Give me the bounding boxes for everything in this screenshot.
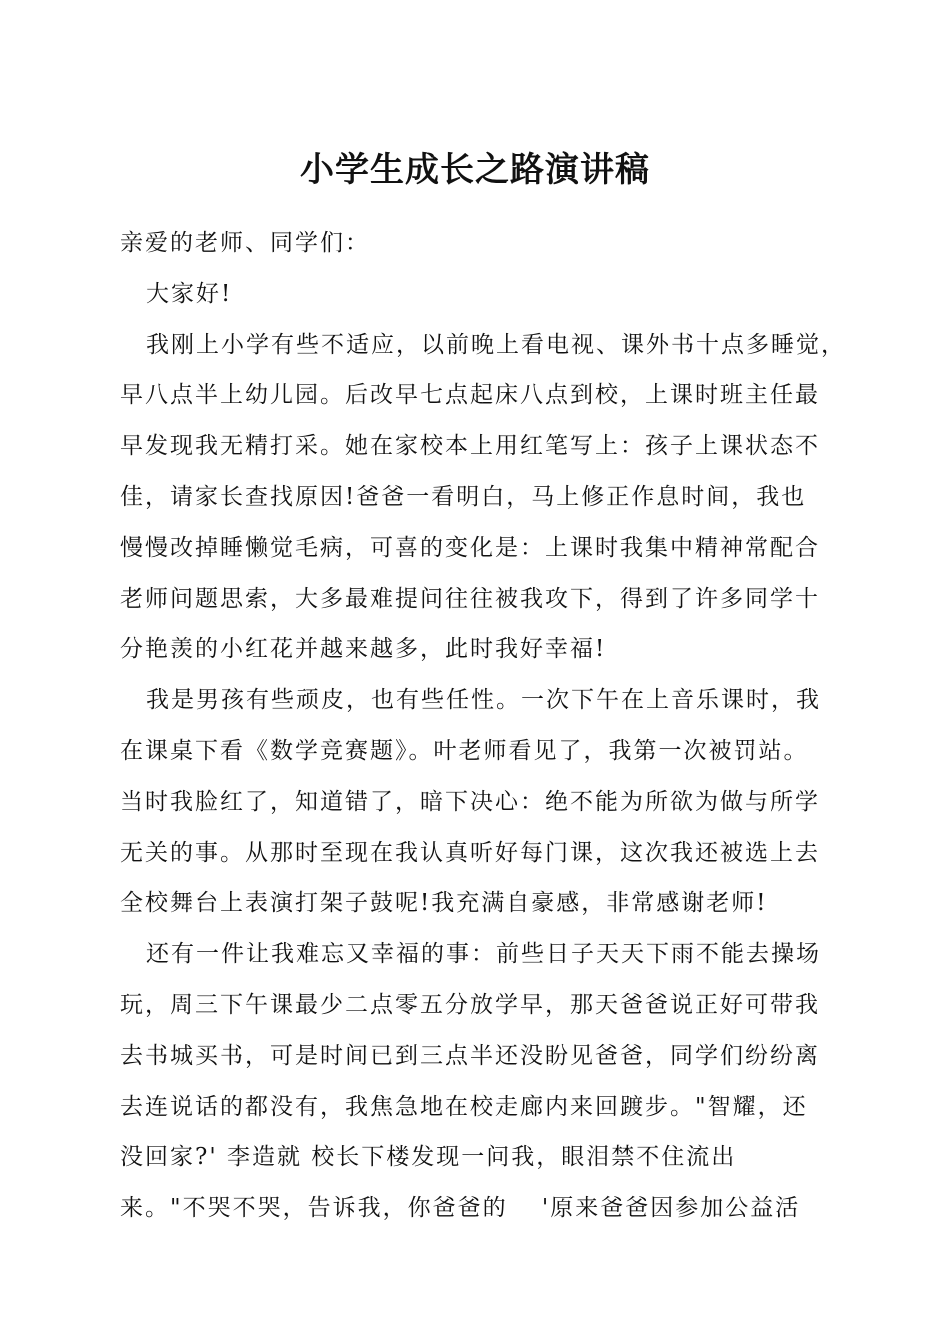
text-line: 玩，周三下午课最少二点零五分放学早，那天爸爸说正好可带我 xyxy=(120,991,820,1018)
text-line: 在课桌下看《数学竞赛题》。叶老师看见了，我第一次被罚站。 xyxy=(120,737,809,764)
text-line: 去连说话的都没有，我焦急地在校走廊内来回踱步。"智耀，还 xyxy=(120,1093,808,1120)
document-title: 小学生成长之路演讲稿 xyxy=(300,150,650,190)
text-line: 还有一件让我难忘又幸福的事：前些日子天天下雨不能去操场 xyxy=(146,941,821,968)
text-line: 全校舞台上表演打架子鼓呢!我充满自豪感，非常感谢老师! xyxy=(120,890,768,917)
text-line: 来。"不哭不哭，告诉我，你爸爸的 '原来爸爸因参加公益活 xyxy=(120,1195,801,1222)
text-line: 早八点半上幼儿园。后改早七点起床八点到校，上课时班主任最 xyxy=(120,382,820,409)
text-line: 当时我脸红了，知道错了，暗下决心：绝不能为所欲为做与所学 xyxy=(120,788,820,815)
text-line: 慢慢改掉睡懒觉毛病，可喜的变化是：上课时我集中精神常配合 xyxy=(120,534,820,561)
text-line: 无关的事。从那时至现在我认真听好每门课，这次我还被选上去 xyxy=(120,839,820,866)
text-line-salutation: 亲爱的老师、同学们： xyxy=(120,230,370,256)
text-line: 早发现我无精打采。她在家校本上用红笔写上：孩子上课状态不 xyxy=(120,433,820,460)
text-line: 我是男孩有些顽皮，也有些任性。一次下午在上音乐课时，我 xyxy=(146,687,821,714)
text-line: 我刚上小学有些不适应，以前晚上看电视、课外书十点多睡觉， xyxy=(146,331,846,358)
text-line: 佳，请家长查找原因!爸爸一看明白，马上修正作息时间，我也 xyxy=(120,483,807,510)
text-line: 去书城买书，可是时间已到三点半还没盼见爸爸，同学们纷纷离 xyxy=(120,1042,820,1069)
text-line: 老师问题思索，大多最难提问往往被我攻下，得到了许多同学十 xyxy=(120,585,820,612)
text-line: 没回家?' 李造就 校长下楼发现一问我，眼泪禁不住流出 xyxy=(120,1144,737,1171)
text-line: 分艳羡的小红花并越来越多，此时我好幸福! xyxy=(120,636,607,663)
text-line-greeting: 大家好! xyxy=(146,280,233,307)
document-body xyxy=(120,218,846,1234)
